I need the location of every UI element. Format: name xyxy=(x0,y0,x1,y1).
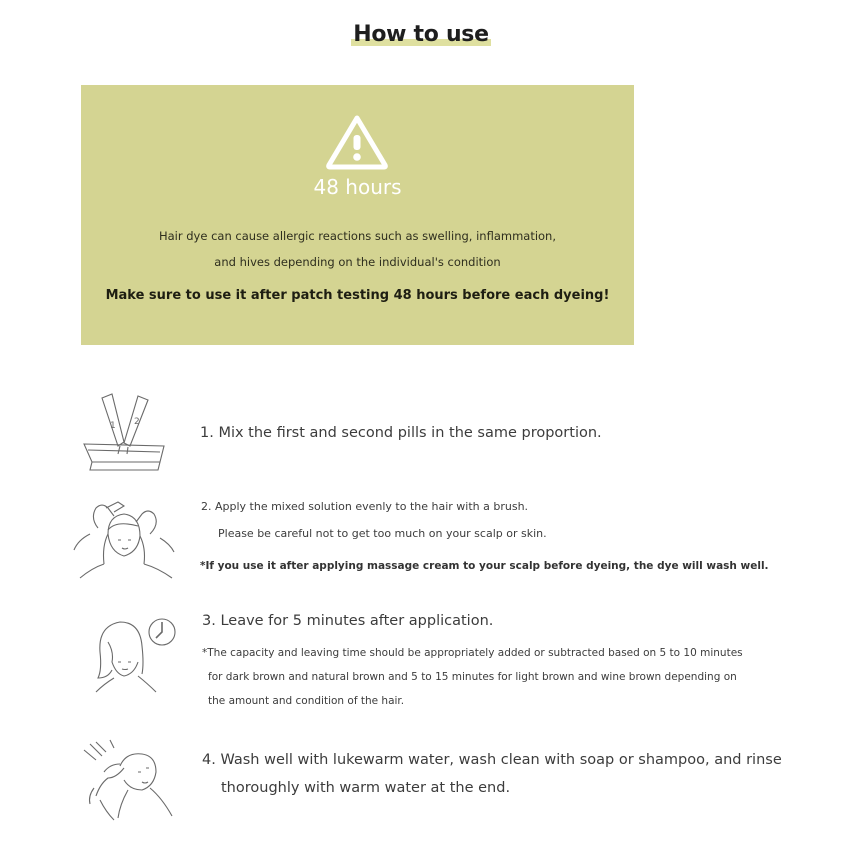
brush-application-icon xyxy=(68,494,180,580)
step-3-note-line-1: *The capacity and leaving time should be appropriately added or subtracted based on 5 to 10 minutes xyxy=(202,647,743,659)
step-2-line-1: 2. Apply the mixed solution evenly to the hair with a brush. xyxy=(201,500,529,513)
wait-clock-icon xyxy=(84,612,184,698)
step-2-note: *If you use it after applying massage cream to your scalp before dyeing, the dye will wash well. xyxy=(200,560,769,572)
rinse-hair-icon xyxy=(80,738,184,824)
dye-tubes-bowl-icon xyxy=(80,392,170,474)
step-2-line-2: Please be careful not to get too much on your scalp or skin. xyxy=(218,527,547,540)
warning-emphasis: Make sure to use it after patch testing 48 hours before each dyeing! xyxy=(105,288,610,303)
step-3-note-line-2: for dark brown and natural brown and 5 to 15 minutes for light brown and wine brown depending on xyxy=(208,671,737,683)
step-3-note-line-3: the amount and condition of the hair. xyxy=(208,695,405,707)
patch-test-warning-box xyxy=(81,85,634,345)
hours-label: 48 hours xyxy=(313,175,402,199)
warning-text-line-1: Hair dye can cause allergic reactions such as swelling, inflammation, xyxy=(158,229,557,243)
title-area xyxy=(0,22,842,47)
step-4-line-1: 4. Wash well with lukewarm water, wash clean with soap or shampoo, and rinse xyxy=(202,752,782,768)
step-1-text: 1. Mix the first and second pills in the same proportion. xyxy=(200,425,602,441)
step-4-line-2: thoroughly with warm water at the end. xyxy=(221,780,511,796)
warning-triangle-icon xyxy=(324,113,390,171)
svg-text:2: 2 xyxy=(134,417,140,427)
page-title-text: How to use xyxy=(353,22,489,47)
svg-text:1: 1 xyxy=(110,421,116,431)
warning-text-line-2: and hives depending on the individual's condition xyxy=(214,255,501,269)
page-title xyxy=(351,22,490,47)
step-3-text: 3. Leave for 5 minutes after application. xyxy=(202,613,494,629)
